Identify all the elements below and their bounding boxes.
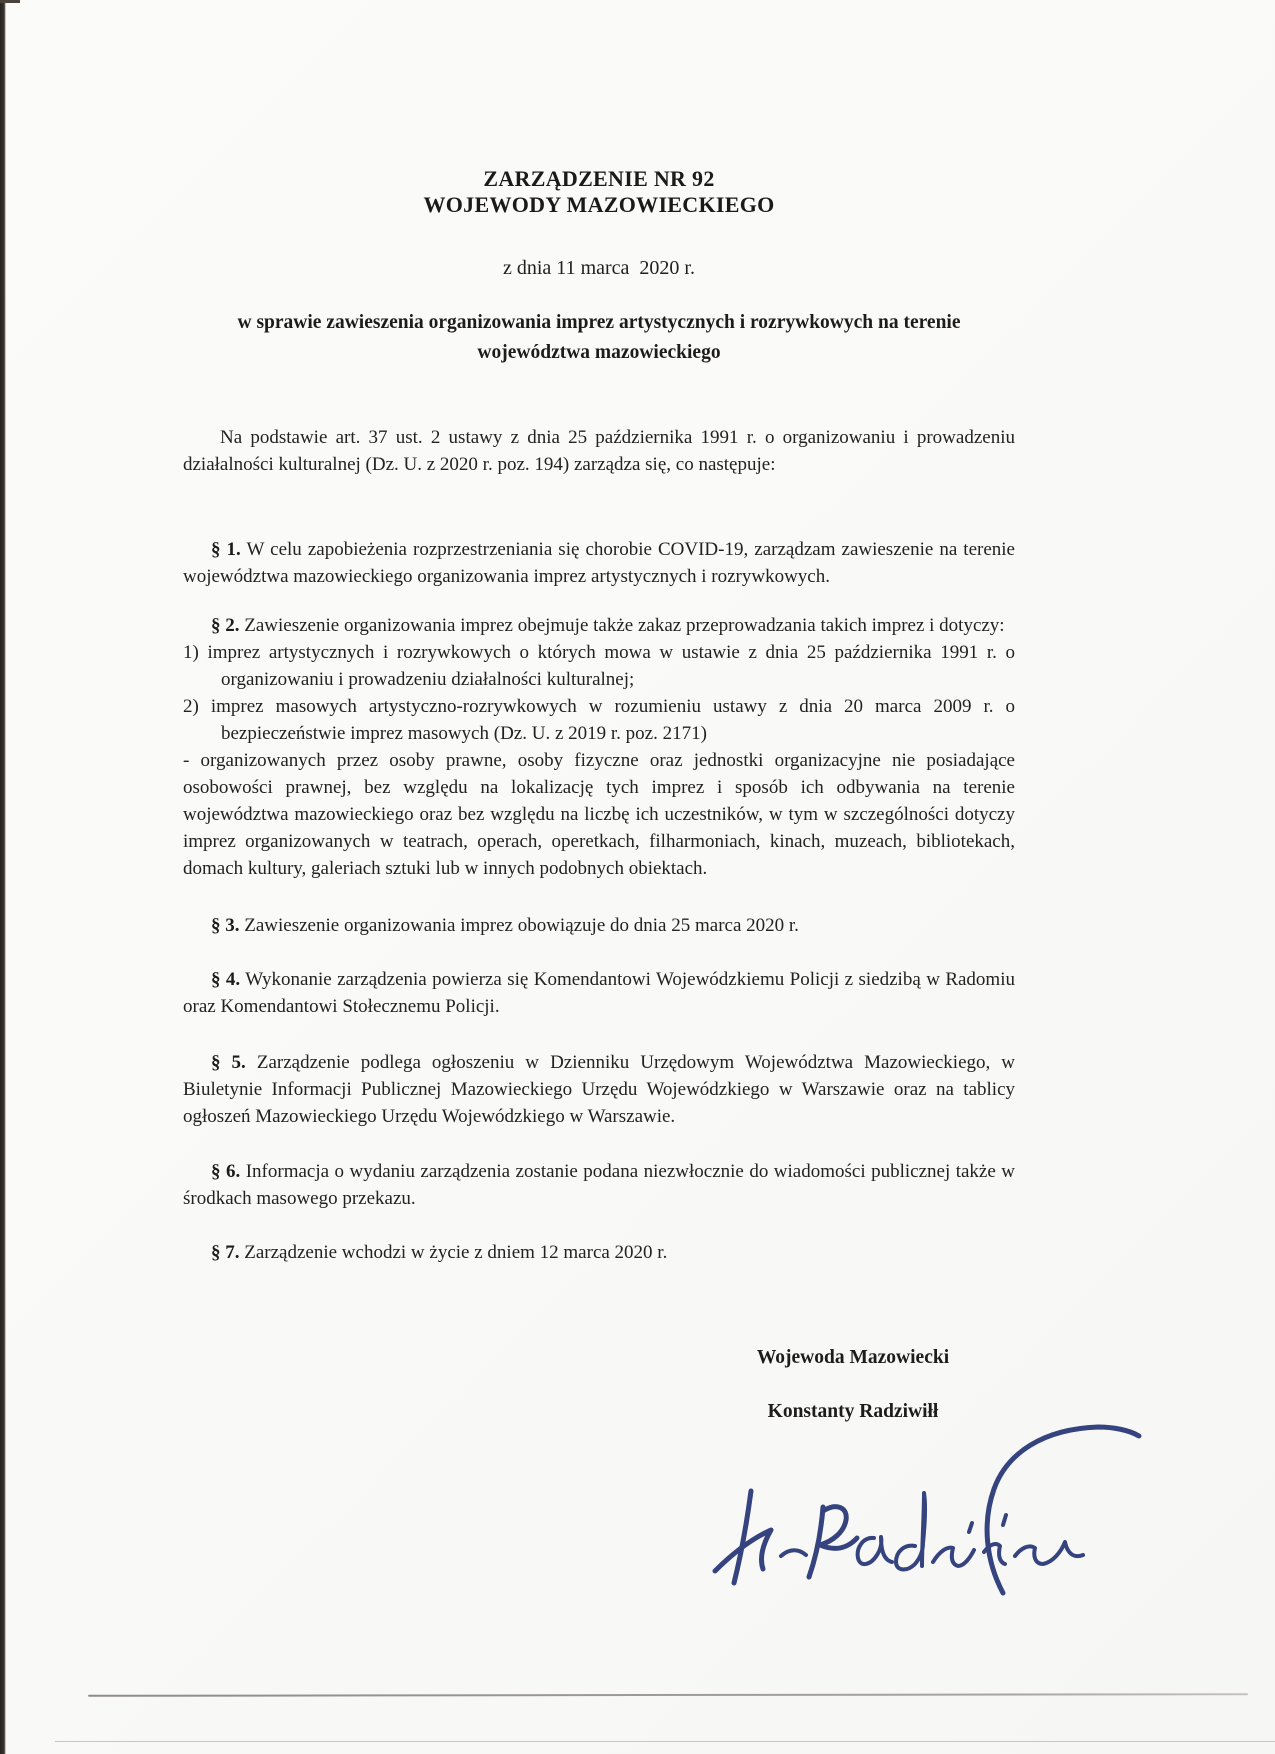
preamble-paragraph: Na podstawie art. 37 ust. 2 ustawy z dnia 25 października 1991 r. o organizowaniu i prowadzeniu działalności kulturalnej (Dz. U. z 2020 r. poz. 194) zarządza się, co następuje: — [183, 427, 1015, 475]
section-3-paragraph — [183, 912, 1015, 939]
section-2-item-1 — [183, 639, 1015, 693]
signatory-name: Konstanty Radziwiłł — [767, 1401, 939, 1422]
section-6-text: Informacja o wydaniu zarządzenia zostanie podana niezwłocznie do wiadomości publicznej także w środkach masowego przekazu. — [183, 1161, 1015, 1209]
section-1-text: W celu zapobieżenia rozprzestrzeniania się chorobie COVID-19, zarządzam zawieszenie na terenie województwa mazowieckiego organizowania imprez artystycznych i rozrywkowych. — [183, 539, 1015, 587]
scan-artifact-line-bottom — [55, 1741, 1275, 1742]
scan-edge-top-left — [0, 0, 20, 3]
section-7-paragraph — [183, 1239, 1015, 1266]
section-2-item-1-text: imprez artystycznych i rozrywkowych o których mowa w ustawie z dnia 25 października 1991 r. o organizowaniu i prowadzeniu działalności kulturalnej; — [207, 642, 1015, 690]
document-title — [183, 166, 1015, 218]
section-2-paragraph — [183, 612, 1015, 639]
section-4-marker: § 4. — [211, 969, 241, 990]
document-content — [183, 0, 1015, 1424]
section-2-closing-clause: - organizowanych przez osoby prawne, osoby fizyczne oraz jednostki organizacyjne nie posiadające osobowości prawnej, bez względu na lokalizację tych imprez i sposób ich odbywania na terenie województwa mazowieckiego oraz bez względu na liczbę ich uczestników, w tym w szczególności dotyczy imprez organizowanych w teatrach, operach, operetkach, filharmoniach, kinach, muzeach, bibliotekach, domach kultury, galeriach sztuki lub w innych podobnych obiektach. — [183, 750, 1015, 879]
section-3-text: Zawieszenie organizowania imprez obowiązuje do dnia 25 marca 2020 r. — [244, 915, 799, 936]
title-line-1: ZARZĄDZENIE NR 92 — [483, 166, 715, 191]
handwritten-signature-icon — [693, 1403, 1173, 1618]
section-2-item-2-text: imprez masowych artystyczno-rozrywkowych w rozumieniu ustawy z dnia 20 marca 2009 r. o bezpieczeństwie imprez masowych (Dz. U. z 2019 r. poz. 2171) — [210, 696, 1015, 744]
section-4-text: Wykonanie zarządzenia powierza się Komendantowi Wojewódzkiemu Policji z siedzibą w Radomiu oraz Komendantowi Stołecznemu Policji. — [183, 969, 1015, 1017]
scan-edge-left — [0, 0, 6, 1754]
signature-block — [703, 1346, 1003, 1424]
document-date: z dnia 11 marca 2020 r. — [503, 257, 695, 279]
section-2-item-2 — [183, 693, 1015, 747]
title-line-2: WOJEWODY MAZOWIECKIEGO — [423, 192, 775, 217]
section-5-text: Zarządzenie podlega ogłoszeniu w Dzienniku Urzędowym Województwa Mazowieckiego, w Biuletynie Informacji Publicznej Mazowieckiego Urzędu Wojewódzkiego w Warszawie oraz na tablicy ogłoszeń Mazowieckiego Urzędu Wojewódzkiego w Warszawie. — [183, 1052, 1016, 1127]
document-subject: w sprawie zawieszenia organizowania imprez artystycznych i rozrywkowych na terenie województwa mazowieckiego — [237, 312, 961, 363]
section-6-marker: § 6. — [211, 1161, 241, 1182]
section-2-text: Zawieszenie organizowania imprez obejmuje także zakaz przeprowadzania takich imprez i dotyczy: — [244, 615, 1005, 636]
section-3-marker: § 3. — [211, 915, 240, 936]
section-7-marker: § 7. — [211, 1242, 240, 1263]
section-1-paragraph — [183, 536, 1015, 590]
scan-artifact-line — [88, 1693, 1248, 1697]
section-4-paragraph — [183, 966, 1015, 1020]
section-2-item-1-marker: 1) — [183, 642, 199, 663]
section-5-paragraph — [183, 1049, 1015, 1130]
section-5-marker: § 5. — [211, 1052, 246, 1073]
signatory-title: Wojewoda Mazowiecki — [756, 1347, 950, 1368]
section-2-item-2-marker: 2) — [183, 696, 199, 717]
section-6-paragraph — [183, 1158, 1015, 1212]
section-1-marker: § 1. — [211, 539, 241, 560]
section-7-text: Zarządzenie wchodzi w życie z dniem 12 marca 2020 r. — [244, 1242, 668, 1263]
section-2-marker: § 2. — [211, 615, 240, 636]
